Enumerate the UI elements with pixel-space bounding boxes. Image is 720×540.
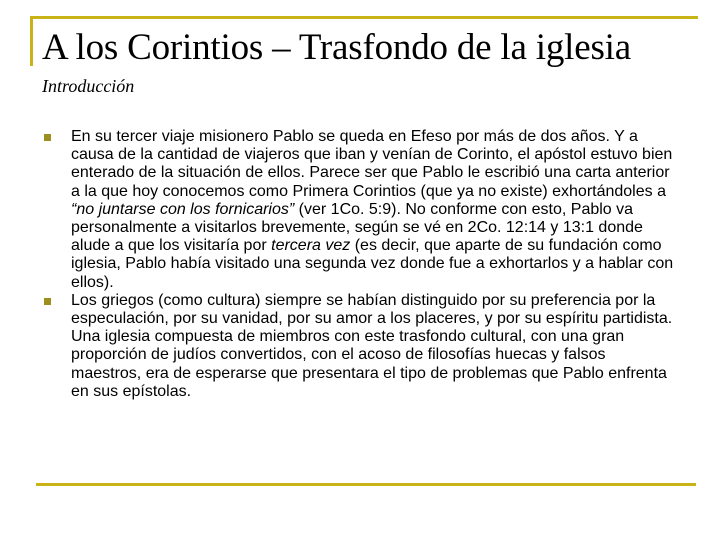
bullet-text-segment: (ver 1Co. 5:9). No conforme con esto, Pablo va personalmente a visitarlos brevemente, según se vé en 2Co. 12:14 y 13:1 donde alude a que los visitaría por: [71, 200, 643, 255]
slide-subtitle: Introducción: [42, 76, 135, 96]
bullet-list: [40, 128, 680, 401]
square-bullet-icon: [44, 298, 51, 305]
bottom-rule: [36, 483, 696, 486]
bullet-text-segment: (es decir, que aparte de su fundación como iglesia, Pablo había visitado una segunda vez donde fue a exhortarlos y a hablar con ellos).: [71, 237, 674, 291]
bullet-text-segment: En su tercer viaje misionero Pablo se queda en Efeso por más de dos años. Y a causa de la cantidad de viajeros que iban y venían de Corinto, el apóstol estuvo bien enterado de la situación de ellos. Parece ser que Pablo le escribió una carta anterior a la que hoy conocemos como Primera Corintios (que ya no existe) exhortándoles a: [71, 128, 673, 200]
bullet-quote-emphasis: “no juntarse con los fornicarios”: [71, 200, 295, 218]
bullet-text-1: [71, 128, 673, 291]
square-bullet-icon: [44, 134, 51, 141]
title-frame-left-rule: [30, 16, 33, 66]
title-frame-top-rule: [30, 16, 698, 19]
bullet-text-2: Los griegos (como cultura) siempre se habían distinguido por su preferencia por la especulación, por su vanidad, por su amor a los placeres, y por su espíritu partidista. Una iglesia compuesta de miembros con este trasfondo cultural, con una gran proporción de judíos convertidos, con el acoso de filosofías huecas y falsos maestros, era de esperarse que presentara el tipo de problemas que Pablo enfrenta en sus epístolas.: [71, 291, 673, 400]
slide-title: A los Corintios – Trasfondo de la iglesia: [42, 27, 631, 68]
bullet-emphasis: tercera vez: [271, 237, 351, 255]
bullet-item: [40, 128, 680, 292]
bullet-item: [40, 292, 680, 401]
